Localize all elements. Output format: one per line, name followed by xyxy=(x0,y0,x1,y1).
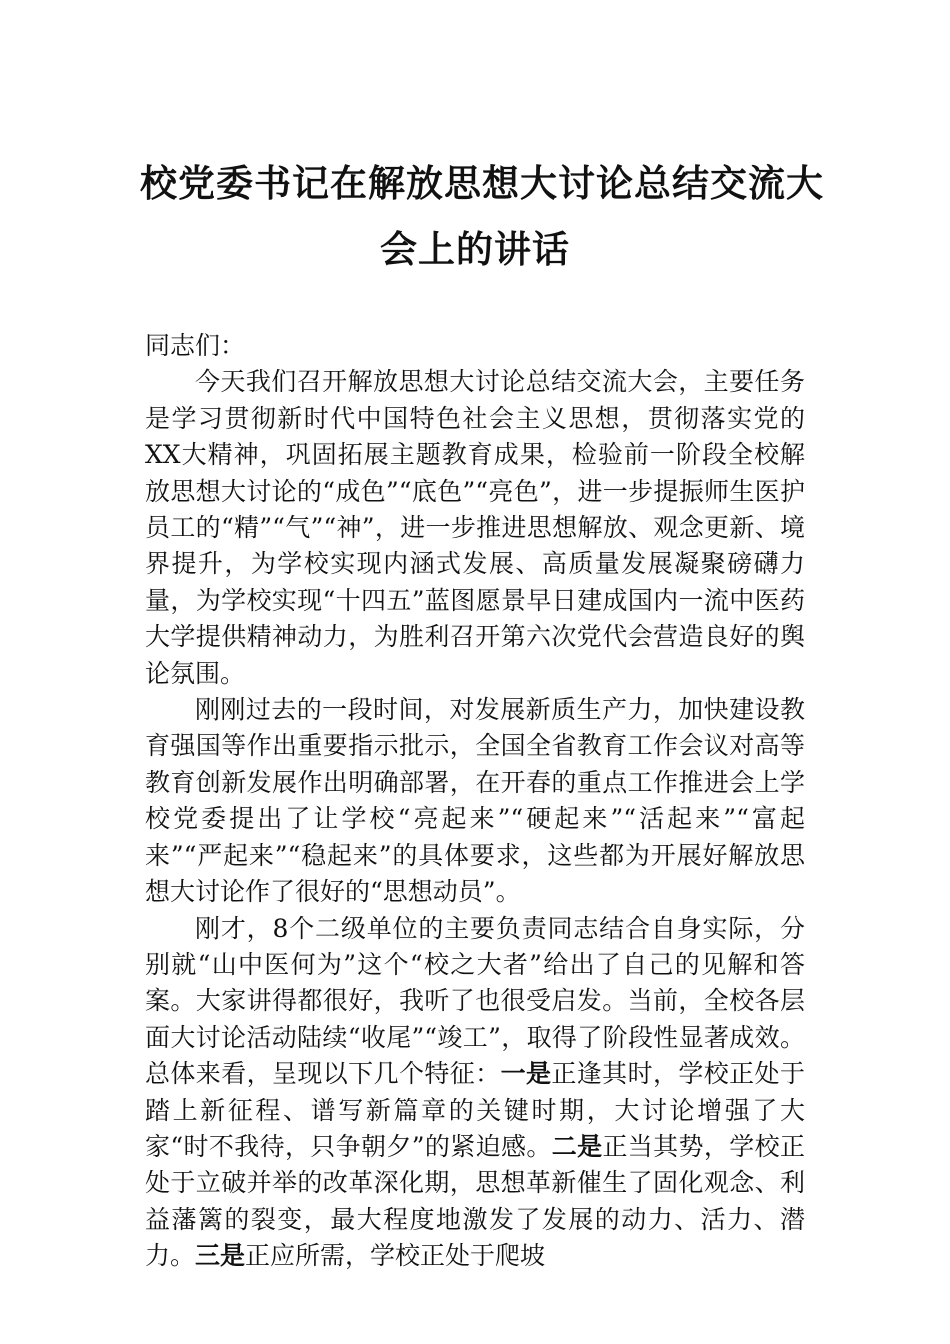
title-line-2: 会上的讲话 xyxy=(380,227,570,271)
salutation: 同志们： xyxy=(145,331,246,360)
title-line-1: 校党委书记在解放思想大讨论总结交流大 xyxy=(140,161,824,205)
point-3-text: 正应所需，学校正处于爬坡 xyxy=(245,1241,546,1271)
point-2-label: 二是 xyxy=(551,1131,603,1161)
paragraph-3-intro: 刚才，8个二级单位的主要负责同志结合自身实际，分别就“山中医何为”这个“校之大者”给出了自己的见解和答案。大家讲得都很好，我听了也很受启发。当前，全校各层面大讨论活动陆续“收尾”“竣工”，取得了阶段性显著成效。总体来看，呈现以下几个特征： xyxy=(145,913,805,1089)
point-1-label: 一是 xyxy=(500,1059,552,1089)
point-3-label: 三是 xyxy=(195,1241,246,1271)
point-2-text: 正当其势，学校正处于立破并举的改革深化期，思想革新催生了固化观念、利益藩篱的裂变，最大程度地激发了发展的动力、活力、潜力。 xyxy=(145,1131,805,1271)
paragraph-3 xyxy=(145,911,805,1275)
point-1-text: 正逢其时，学校正处于踏上新征程、谱写新篇章的关键时期，大讨论增强了大家“时不我待，只争朝夕”的紧迫感。 xyxy=(145,1059,805,1161)
document-body xyxy=(145,328,805,1275)
paragraph-2: 刚刚过去的一段时间，对发展新质生产力，加快建设教育强国等作出重要指示批示，全国全省教育工作会议对高等教育创新发展作出明确部署，在开春的重点工作推进会上学校党委提出了让学校“亮起来”“硬起来”“活起来”“富起来”“严起来”“稳起来”的具体要求，这些都为开展好解放思想大讨论作了很好的“思想动员”。 xyxy=(145,695,805,907)
document-title xyxy=(140,150,824,282)
paragraph-1: 今天我们召开解放思想大讨论总结交流大会，主要任务是学习贯彻新时代中国特色社会主义思想，贯彻落实党的XX大精神，巩固拓展主题教育成果，检验前一阶段全校解放思想大讨论的“成色”“底色”“亮色”，进一步提振师生医护员工的“精”“气”“神”，进一步推进思想解放、观念更新、境界提升，为学校实现内涵式发展、高质量发展凝聚磅礴力量，为学校实现“十四五”蓝图愿景早日建成国内一流中医药大学提供精神动力，为胜利召开第六次党代会营造良好的舆论氛围。 xyxy=(145,367,805,688)
